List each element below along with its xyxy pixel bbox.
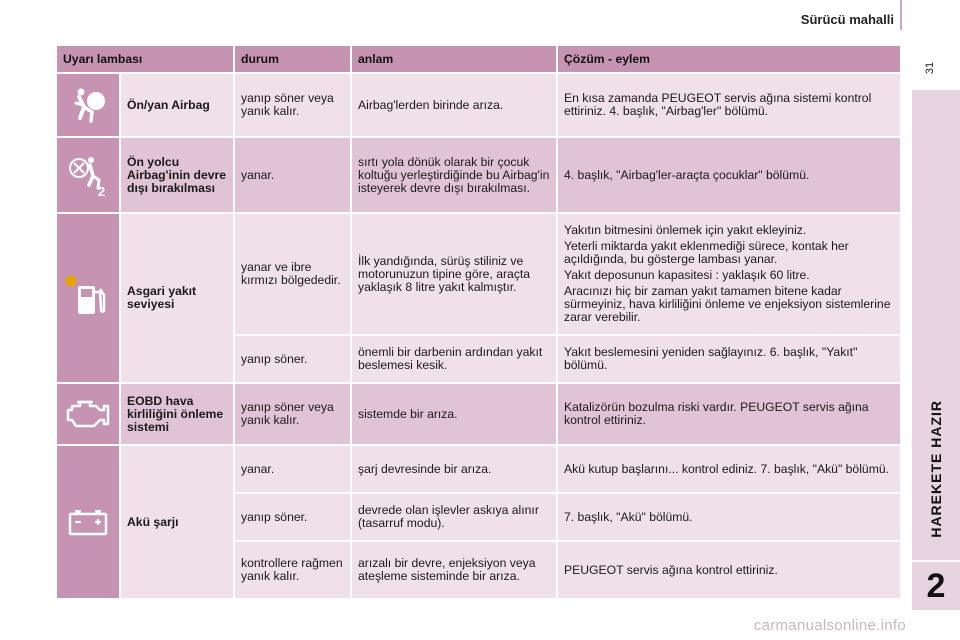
table-row [57,214,902,336]
side-tab-label-box [912,90,960,560]
cozum-cell [558,138,902,214]
battery-icon [67,507,109,537]
column-header-cozum: Çözüm - eylem [558,46,902,74]
anlam-cell: sistemde bir arıza. [352,384,558,446]
durum-cell: yanıp söner veya yanık kalır. [235,74,352,138]
icon-cell [57,74,121,138]
cozum-cell [558,542,902,600]
lamp-name: Akü şarjı [121,446,235,600]
column-header-lamp: Uyarı lambası [57,46,235,74]
cozum-text: Yakıt deposunun kapasitesi : yaklaşık 60 litre. [564,268,810,282]
cozum-cell [558,494,902,542]
table-row [57,384,902,446]
page-number: 31 [924,61,937,75]
durum-cell: yanar. [235,446,352,494]
anlam-cell: Airbag'lerden birinde arıza. [352,74,558,138]
chapter-number: 2 [912,562,960,610]
icon-cell [57,384,121,446]
cozum-text: Yakıt beslemesini yeniden sağlayınız. 6. başlık, "Yakıt" bölümü. [564,345,858,372]
durum-cell: yanıp söner veya yanık kalır. [235,384,352,446]
cozum-cell [558,336,902,384]
cozum-text: PEUGEOT servis ağına kontrol ettiriniz. [564,562,778,577]
side-tab-label: HAREKETE HAZIR [928,400,944,538]
column-header-durum: durum [235,46,352,74]
anlam-cell: İlk yandığında, sürüş stiliniz ve motorunuzun tipine göre, araçta yaklaşık 8 litre yakıt kalmıştır. [352,214,558,336]
table-row [57,138,902,214]
cozum-text: Katalizörün bozulma riski vardır. PEUGEOT servis ağına kontrol ettiriniz. [564,400,869,427]
cozum-text: 7. başlık, "Akü" bölümü. [564,509,693,524]
durum-cell: yanar. [235,138,352,214]
lamp-name: Ön yolcu Airbag'inin devre dışı bırakılması [121,138,235,214]
lamp-name: Asgari yakıt seviyesi [121,214,235,384]
anlam-cell: şarj devresinde bir arıza. [352,446,558,494]
lamp-name: EOBD hava kirliliğini önleme sistemi [121,384,235,446]
svg-text:2: 2 [98,184,106,198]
cozum-text: Aracınızı hiç bir zaman yakıt tamamen bitene kadar sürmeyiniz, hava kirliliğini önleme ve enjeksiyon sistemlerine zarar verebilir. [564,284,891,324]
passenger-airbag-off-icon [65,152,111,198]
watermark: carmanualsonline.info [753,617,906,634]
lamp-name: Ön/yan Airbag [121,74,235,138]
anlam-cell: devrede olan işlevler askıya alınır (tasarruf modu). [352,494,558,542]
icon-cell [57,138,121,214]
icon-cell [57,214,121,384]
cozum-text: Akü kutup başlarını... kontrol ediniz. 7. başlık, "Akü" bölümü. [564,461,890,476]
icon-cell [57,446,121,600]
page-header: Sürücü mahalli [800,12,894,27]
airbag-icon [68,85,108,125]
cozum-text: 4. başlık, "Airbag'ler-araçta çocuklar" bölümü. [564,167,810,182]
table-header-row [57,46,902,74]
cozum-cell [558,384,902,446]
anlam-cell: sırtı yola dönük olarak bir çocuk koltuğu yerleştirdiğinde bu Airbag'in isteyerek devre dışı bırakılması. [352,138,558,214]
durum-cell: yanıp söner. [235,336,352,384]
cozum-text: Yeterli miktarda yakıt eklenmediği sürece, kontak her açıldığında, bu gösterge lambası yanar. [564,239,849,266]
cozum-text: Yakıtın bitmesini önlemek için yakıt ekleyiniz. [564,223,807,237]
table-row [57,446,902,494]
cozum-cell [558,446,902,494]
warning-lights-table [57,46,902,600]
cozum-cell [558,74,902,138]
engine-icon [64,396,112,432]
durum-cell: yanıp söner. [235,494,352,542]
column-header-anlam: anlam [352,46,558,74]
durum-cell: kontrollere rağmen yanık kalır. [235,542,352,600]
anlam-cell: arızalı bir devre, enjeksiyon veya ateşleme sisteminde bir arıza. [352,542,558,600]
cozum-cell [558,214,902,336]
cozum-text: En kısa zamanda PEUGEOT servis ağına sistemi kontrol ettiriniz. 4. başlık, "Airbag'ler" bölümü. [564,91,872,118]
table-row [57,74,902,138]
anlam-cell: önemli bir darbenin ardından yakıt beslemesi kesik. [352,336,558,384]
durum-cell: yanar ve ibre kırmızı bölgededir. [235,214,352,336]
header-rule [900,0,902,30]
fuel-pump-icon [63,273,113,323]
